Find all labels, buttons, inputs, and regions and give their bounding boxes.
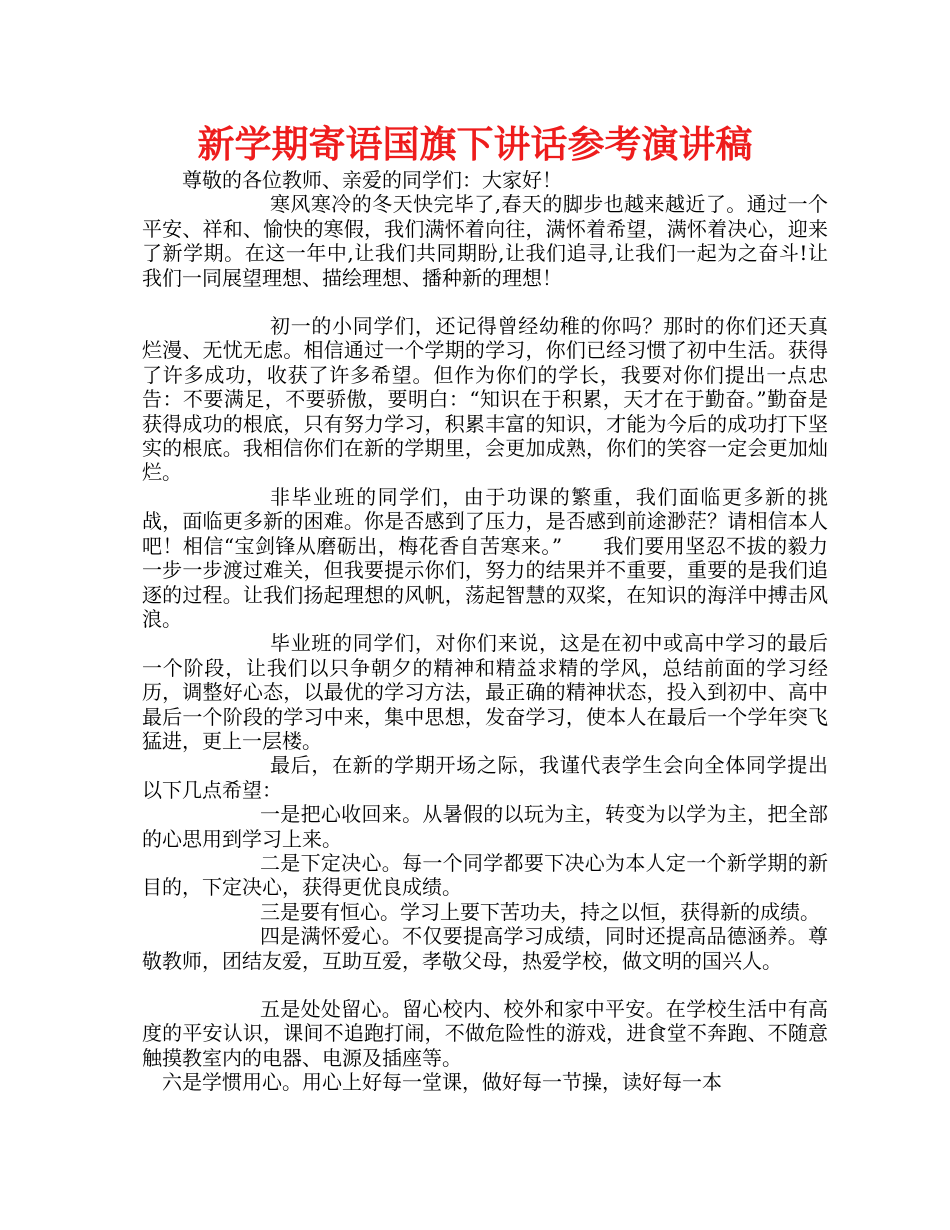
hope-item-4: 四是满怀爱心。不仅要提高学习成绩，同时还提高品德涵养。尊敬教师，团结友爱，互助互爱，孝敬父母，热爱学校，做文明的国兴人。 <box>142 924 828 973</box>
hope-item-2: 二是下定决心。每一个同学都要下决心为本人定一个新学期的新目的，下定决心，获得更优良成绩。 <box>142 850 828 900</box>
hope-item-3: 三是要有恒心。学习上要下苦功夫，持之以恒，获得新的成绩。 <box>260 899 820 924</box>
document-body <box>142 168 828 1095</box>
paragraph-non-graduating: 非毕业班的同学们，由于功课的繁重，我们面临更多新的挑战，面临更多新的困难。你是否感到了压力，是否感到前途渺茫？请相信本人吧！相信“宝剑锋从磨砺出，梅花香自苦寒来。” 我们要用坚忍不拔的毅力一步一步渡过难关，但我要提示你们，努力的结果并不重要，重要的是我们追逐的过程。让我们扬起理想的风帆，荡起智慧的双桨，在知识的海洋中搏击风浪。 <box>142 484 828 631</box>
paragraph-gap <box>142 290 828 314</box>
paragraph-graduating: 毕业班的同学们，对你们来说，这是在初中或高中学习的最后一个阶段，让我们以只争朝夕的精神和精益求精的学风，总结前面的学习经历，调整好心态，以最优的学习方法，最正确的精神状态，投入到初中、高中最后一个阶段的学习中来，集中思想，发奋学习，使本人在最后一个学年突飞猛进，更上一层楼。 <box>142 631 828 753</box>
paragraph-grade-one: 初一的小同学们，还记得曾经幼稚的你吗？那时的你们还天真烂漫、无忧无虑。相信通过一个学期的学习，你们已经习惯了初中生活。获得了许多成功，收获了许多希望。但作为你们的学长，我要对你们提出一点忠告：不要满足，不要骄傲，要明白：“知识在于积累，天才在于勤奋。”勤奋是获得成功的根底，只有努力学习，积累丰富的知识，才能为今后的成功打下坚实的根底。我相信你们在新的学期里，会更加成熟，你们的笑容一定会更加灿烂。 <box>142 314 828 485</box>
paragraph-winter: 寒风寒冷的冬天快完毕了,春天的脚步也越来越近了。通过一个平安、祥和、愉快的寒假，我们满怀着向往，满怀着希望，满怀着决心，迎来了新学期。在这一年中,让我们共同期盼,让我们追寻,让我们一起为之奋斗!让我们一同展望理想、描绘理想、播种新的理想！ <box>142 192 828 290</box>
paragraph-hopes-intro: 最后，在新的学期开场之际，我谨代表学生会向全体同学提出以下几点希望： <box>142 753 828 802</box>
hope-item-6: 六是学惯用心。用心上好每一堂课，做好每一节操，读好每一本 <box>162 1070 722 1095</box>
document-title: 新学期寄语国旗下讲话参考演讲稿 <box>197 123 753 166</box>
hope-item-1: 一是把心收回来。从暑假的以玩为主，转变为以学为主，把全部的心思用到学习上来。 <box>142 802 828 851</box>
greeting: 尊敬的各位教师、亲爱的同学们：大家好！ <box>182 168 562 192</box>
paragraph-gap <box>142 973 828 997</box>
hope-item-5: 五是处处留心。留心校内、校外和家中平安。在学校生活中有高度的平安认识，课间不追跑打闹，不做危险性的游戏，进食堂不奔跑、不随意触摸教室内的电器、电源及插座等。 <box>142 997 828 1070</box>
